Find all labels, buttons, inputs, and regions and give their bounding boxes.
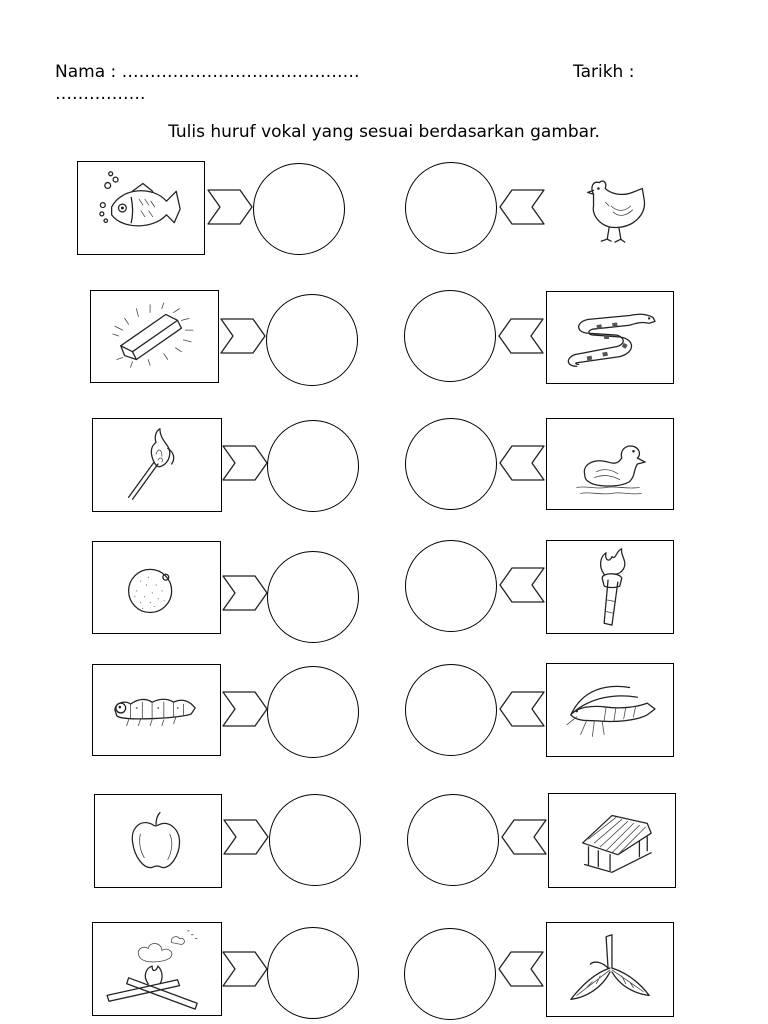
answer-circle[interactable]	[253, 163, 345, 255]
arrow-connector-right	[221, 690, 269, 728]
answer-circle[interactable]	[405, 162, 497, 254]
answer-circle[interactable]	[269, 794, 361, 886]
arrow-connector-left	[498, 444, 546, 482]
answer-circle[interactable]	[405, 540, 497, 632]
arrow-connector-right	[222, 818, 270, 856]
arrow-connector-left	[497, 317, 545, 355]
date-field-dots: …………….	[55, 84, 146, 104]
campfire-icon	[92, 922, 222, 1016]
leaves-icon	[546, 922, 674, 1017]
instruction-text: Tulis huruf vokal yang sesuai berdasarkan gambar.	[168, 122, 600, 142]
hut-icon	[548, 793, 676, 888]
orange-icon	[92, 541, 221, 634]
match-flame-icon	[92, 418, 222, 512]
answer-circle[interactable]	[405, 418, 497, 510]
snake-icon	[546, 291, 674, 384]
arrow-connector-left	[497, 950, 545, 988]
hen-icon	[565, 166, 665, 248]
apple-icon	[94, 794, 222, 888]
arrow-connector-left	[498, 690, 546, 728]
torch-icon	[546, 540, 674, 634]
fish-icon	[77, 161, 205, 255]
answer-circle[interactable]	[404, 928, 496, 1020]
date-field-label: Tarikh :	[573, 62, 635, 82]
arrow-connector-left	[498, 188, 546, 226]
answer-circle[interactable]	[267, 666, 359, 758]
arrow-connector-right	[206, 188, 254, 226]
name-field-label: Nama : ……………………………………	[55, 62, 360, 82]
arrow-connector-left	[500, 818, 548, 856]
arrow-connector-right	[221, 950, 269, 988]
answer-circle[interactable]	[267, 420, 359, 512]
arrow-connector-right	[219, 317, 267, 355]
answer-circle[interactable]	[267, 551, 359, 643]
arrow-connector-left	[498, 566, 546, 604]
answer-circle[interactable]	[407, 794, 499, 886]
answer-circle[interactable]	[266, 294, 358, 386]
answer-circle[interactable]	[405, 664, 497, 756]
caterpillar-icon	[92, 664, 221, 756]
answer-circle[interactable]	[404, 290, 496, 382]
gold-bar-icon	[90, 290, 219, 383]
answer-circle[interactable]	[267, 927, 359, 1019]
arrow-connector-right	[221, 444, 269, 482]
arrow-connector-right	[221, 574, 269, 612]
prawn-icon	[546, 663, 674, 757]
duck-icon	[546, 418, 674, 510]
